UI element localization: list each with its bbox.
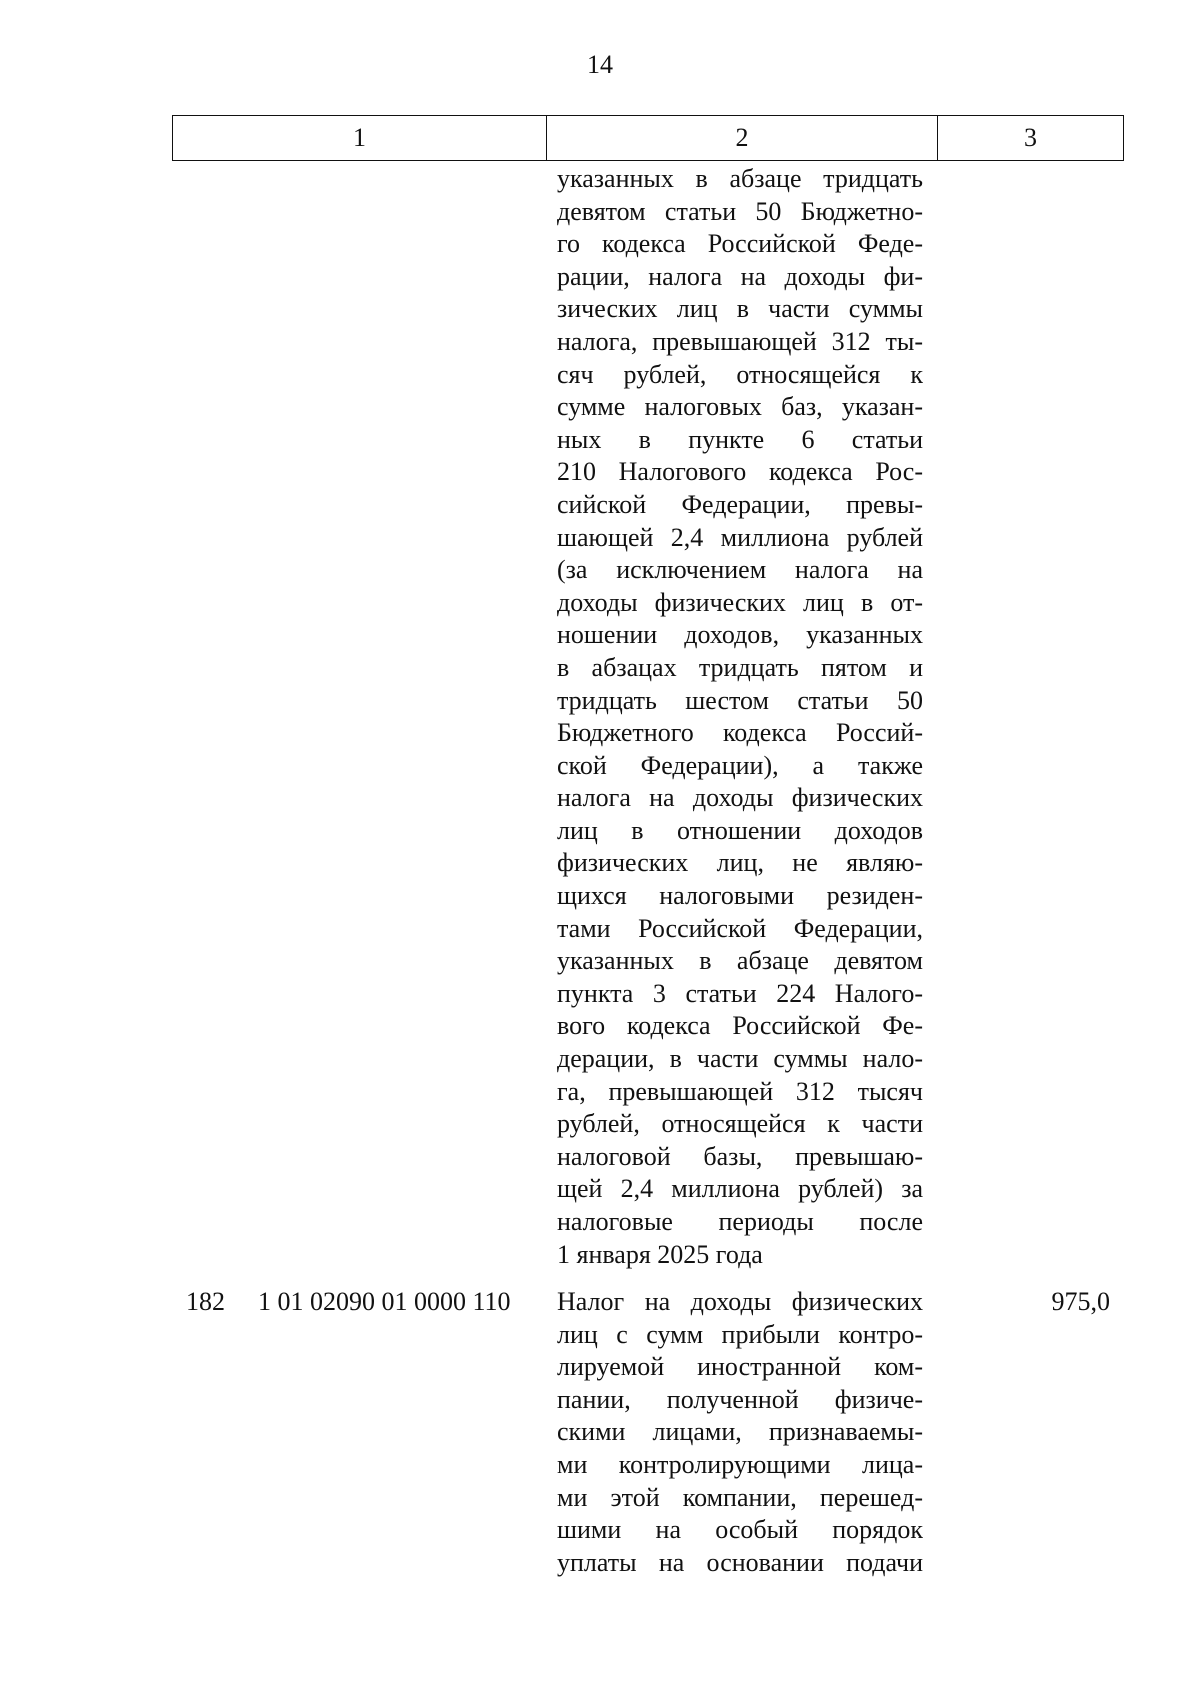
admin-code: 182 <box>186 1287 225 1316</box>
text-line: сумме налоговых баз, указан- <box>557 392 923 422</box>
text-line: рации, налога на доходы фи- <box>557 261 923 291</box>
amount-value: 975,0 <box>1051 1287 1110 1316</box>
text-line: доходы физических лиц в от- <box>557 587 923 617</box>
text-line: ми этой компании, перешед- <box>557 1482 923 1512</box>
text-line: физических лиц, не являю- <box>557 848 923 878</box>
budget-classification-code: 1 01 02090 01 0000 110 <box>258 1287 511 1316</box>
text-line: шающей 2,4 миллиона рублей <box>557 522 923 552</box>
text-line: ми контролирующими лица- <box>557 1449 923 1479</box>
text-line: га, превышающей 312 тысяч <box>557 1076 923 1106</box>
text-line: 210 Налогового кодекса Рос- <box>557 457 923 487</box>
text-line: лиц в отношении доходов <box>557 815 923 845</box>
text-line: ношении доходов, указанных <box>557 620 923 650</box>
text-line: лиц с сумм прибыли контро- <box>557 1319 923 1349</box>
text-line: шими на особый порядок <box>557 1515 923 1545</box>
text-line: уплаты на основании подачи <box>557 1547 923 1577</box>
text-line: девятом статьи 50 Бюджетно- <box>557 196 923 226</box>
text-line: налоговые периоды после <box>557 1207 923 1236</box>
text-line: налога, превышающей 312 ты- <box>557 326 923 356</box>
column-header-3: 3 <box>938 116 1124 161</box>
text-line: зических лиц в части суммы <box>557 294 923 324</box>
text-line: го кодекса Российской Феде- <box>557 229 923 259</box>
table-header-row <box>173 116 1124 161</box>
text-line: вого кодекса Российской Фе- <box>557 1011 923 1041</box>
text-line: налоговой базы, превышаю- <box>557 1141 923 1171</box>
row-description <box>557 1286 923 1579</box>
text-line: сяч рублей, относящейся к <box>557 359 923 389</box>
text-line: пании, полученной физиче- <box>557 1384 923 1414</box>
text-line: Налог на доходы физических <box>557 1287 923 1316</box>
text-line: (за исключением налога на <box>557 555 923 585</box>
text-line: сийской Федерации, превы- <box>557 489 923 519</box>
text-line: ской Федерации), а также <box>557 750 923 780</box>
column-header-1: 1 <box>173 116 547 161</box>
text-line: 1 января 2025 года <box>557 1239 763 1269</box>
text-line: указанных в абзаце тридцать <box>557 164 923 193</box>
continuation-description <box>557 163 923 1271</box>
column-header-2: 2 <box>547 116 938 161</box>
text-line: Бюджетного кодекса Россий- <box>557 718 923 748</box>
text-line: дерации, в части суммы нало- <box>557 1044 923 1074</box>
text-line: пункта 3 статьи 224 Налого- <box>557 978 923 1008</box>
text-line: щихся налоговыми резиден- <box>557 881 923 911</box>
text-line: скими лицами, признаваемы- <box>557 1417 923 1447</box>
text-line: щей 2,4 миллиона рублей) за <box>557 1174 923 1204</box>
text-line: указанных в абзаце девятом <box>557 946 923 976</box>
text-line: в абзацах тридцать пятом и <box>557 652 923 682</box>
page-number: 14 <box>587 50 613 79</box>
text-line: лируемой иностранной ком- <box>557 1352 923 1382</box>
text-line: налога на доходы физических <box>557 783 923 813</box>
table-header <box>172 115 1124 161</box>
text-line: рублей, относящейся к части <box>557 1109 923 1139</box>
text-line: ных в пункте 6 статьи <box>557 424 923 454</box>
text-line: тридцать шестом статьи 50 <box>557 685 923 715</box>
text-line: тами Российской Федерации, <box>557 913 923 943</box>
